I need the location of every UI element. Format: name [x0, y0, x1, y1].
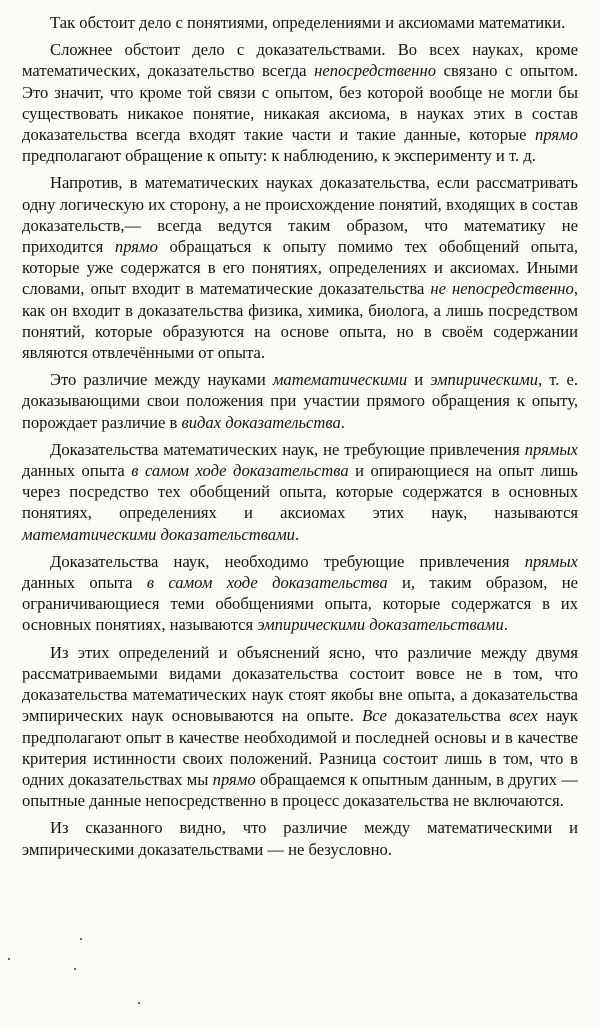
emphasis: не непосредственно: [430, 279, 574, 299]
text-span: Из этих определений и объяснений ясно, что различие между двумя рассматриваемыми видами доказательства состоит вовсе не в том, что доказательства математических наук стоят якобы вне опыта, а доказательства эмпирических наук основываются на опыте.: [22, 642, 578, 726]
paragraph-3: [22, 172, 578, 363]
text-span: Это различие между науками: [50, 370, 273, 390]
paragraph-5: [22, 439, 578, 545]
scan-speck: [80, 938, 82, 940]
text-span: Из сказанного видно, что различие между математическими и эмпирическими доказательствами — не безусловно.: [22, 818, 578, 859]
text-span: данных опыта: [22, 573, 147, 593]
emphasis: видах доказательства: [181, 412, 341, 432]
emphasis: прямых: [524, 551, 578, 571]
paragraph-2: [22, 39, 578, 166]
text-span: обращаться к опыту помимо тех обобщений опыта, которые уже содержатся в его понятиях, определениях и аксиомах. Иными словами, опыт входит в математические доказательства: [22, 237, 579, 299]
emphasis: прямо: [535, 125, 578, 145]
emphasis: прямо: [212, 769, 256, 789]
scan-speck: [74, 968, 76, 970]
text-span: наук предполагают опыт в качестве необходимой и последней основы и в качестве критерия истинности своих положений. Разница состоит лишь в том, что в одних доказательствах мы: [22, 706, 578, 789]
emphasis: в самом ходе доказательства: [146, 573, 388, 593]
paragraph-6: [22, 551, 578, 636]
text-span: Сложнее обстоит дело с доказательствами. Во всех науках, кроме математических, доказательство всегда: [22, 40, 578, 81]
text-span: связано с опытом. Это значит, что кроме той связи с опытом, без которой вообще не могли бы существовать никакое понятие, никакая аксиома, в науках этих в состав доказательства всегда входят такие части и такие данные, которые: [22, 61, 578, 145]
emphasis: эмпирическими доказательствами: [257, 615, 504, 635]
text-span: обращаемся к опытным данным, в других — опытные данные непосредственно в процесс доказательства не включаются.: [22, 769, 578, 811]
text-span: данных опыта: [22, 461, 132, 481]
text-span: , т. е. доказывающими свои положения при участии прямого обращения к опыту, порождает различие в: [22, 370, 578, 432]
emphasis: всех: [509, 706, 538, 726]
emphasis: непосредственно: [314, 61, 437, 81]
scan-speck: [8, 958, 10, 960]
paragraph-7: [22, 642, 578, 812]
text-span: .: [294, 524, 300, 544]
text-span: Доказательства наук, необходимо требующие привлечения: [50, 551, 525, 571]
emphasis: прямо: [114, 237, 158, 257]
emphasis: эмпирическими: [430, 370, 539, 390]
emphasis: математическими доказательствами: [22, 524, 295, 544]
text-span: и опирающиеся на опыт лишь через посредство тех обобщений опыта, которые содержатся в основных понятиях, определениях и аксиомах этих наук, называются: [22, 461, 578, 523]
text-span: и, таким образом, не ограничивающиеся теми обобщениями опыта, которые содержатся в их основных понятиях, называются: [22, 573, 578, 635]
text-span: доказательства: [386, 706, 510, 726]
text-span: Доказательства математических наук, не требующие привлечения: [50, 439, 525, 459]
paragraph-8: [22, 817, 578, 859]
emphasis: в самом ходе доказательства: [131, 461, 349, 481]
text-span: и: [407, 370, 431, 390]
text-span: Так обстоит дело с понятиями, определениями и аксиомами математики.: [50, 13, 566, 32]
text-span: предполагают обращение к опыту: к наблюдению, к эксперименту и т. д.: [22, 146, 536, 166]
paragraph-1: [22, 12, 578, 33]
paragraph-4: [22, 369, 578, 433]
scan-speck: [138, 1002, 140, 1004]
text-span: .: [503, 615, 508, 635]
emphasis: прямых: [524, 439, 578, 459]
emphasis: математическими: [272, 370, 408, 390]
text-span: Напротив, в математических науках доказательства, если рассматривать одну логическую их сторону, а не происхождение понятий, входящих в состав доказательств,— всегда ведутся таким образом, что математику не приходится: [22, 173, 578, 257]
text-span: .: [340, 412, 345, 432]
text-span: , как он входит в доказательства физика, химика, биолога, а лишь посредством понятий, которые образуются на основе опыта, но в своём содержании являются отвлечёнными от опыта.: [22, 279, 578, 363]
emphasis: Все: [362, 706, 387, 726]
